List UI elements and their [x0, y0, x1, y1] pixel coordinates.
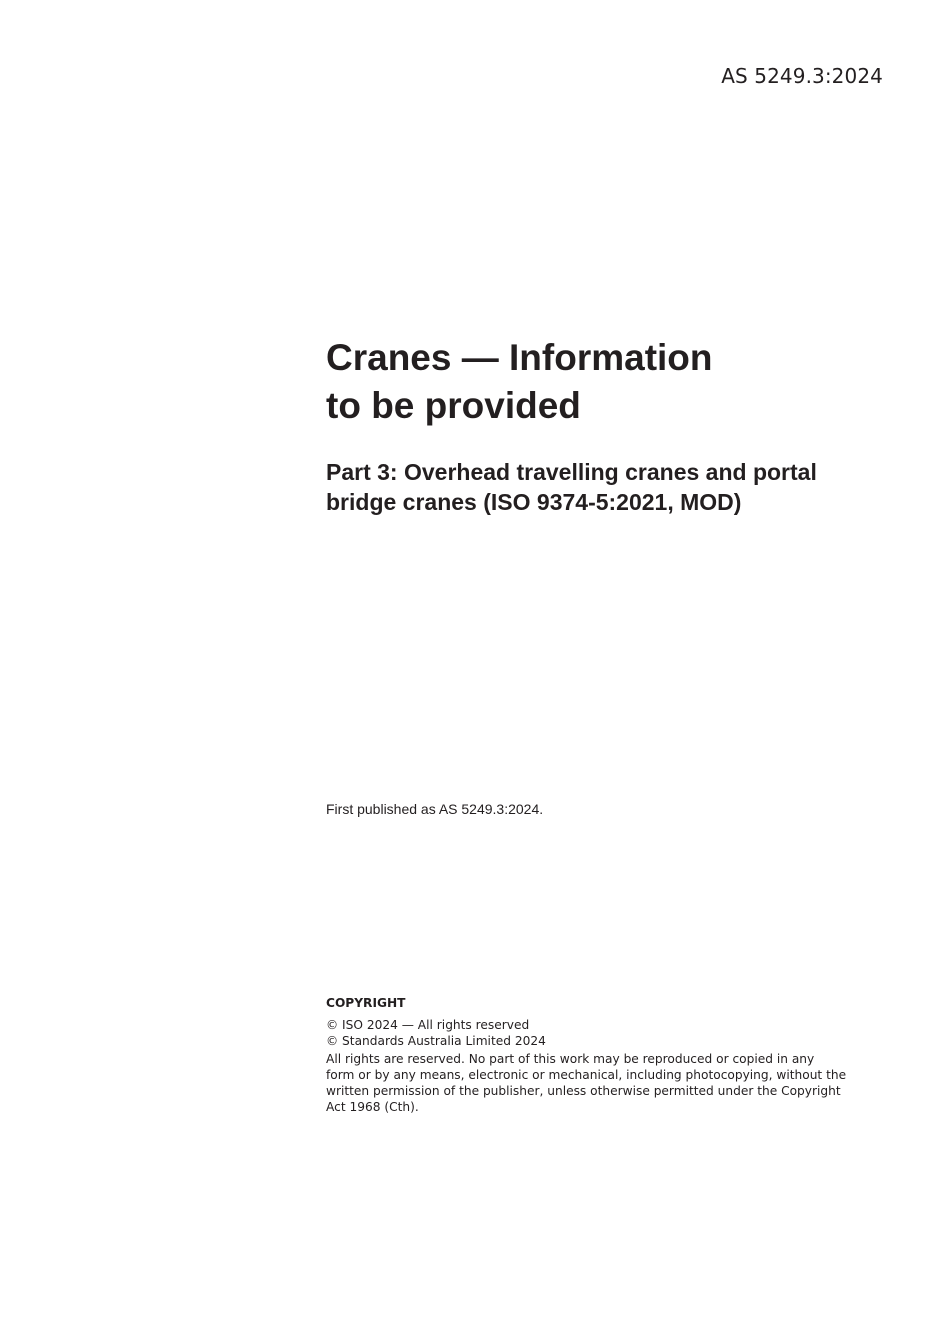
copyright-notice-line: Act 1968 (Cth). — [326, 1100, 419, 1114]
copyright-heading: COPYRIGHT — [326, 996, 406, 1010]
document-identifier: AS 5249.3:2024 — [721, 64, 883, 88]
copyright-notice — [326, 1051, 866, 1115]
document-title — [326, 334, 886, 430]
first-published-note: First published as AS 5249.3:2024. — [326, 801, 544, 817]
document-title-line-1: Cranes — Information — [326, 337, 713, 378]
document-title-line-2: to be provided — [326, 385, 581, 426]
copyright-notice-line: All rights are reserved. No part of this work may be reproduced or copied in any — [326, 1052, 815, 1066]
document-subtitle — [326, 457, 886, 517]
copyright-block — [326, 995, 866, 1115]
copyright-notice-line: form or by any means, electronic or mechanical, including photocopying, without the — [326, 1068, 847, 1082]
document-subtitle-line-1: Part 3: Overhead travelling cranes and portal — [326, 459, 817, 485]
copyright-standards-australia: © Standards Australia Limited 2024 — [326, 1034, 546, 1048]
document-subtitle-line-2: bridge cranes (ISO 9374-5:2021, MOD) — [326, 489, 742, 515]
copyright-iso: © ISO 2024 — All rights reserved — [326, 1018, 530, 1032]
copyright-notice-line: written permission of the publisher, unless otherwise permitted under the Copyright — [326, 1084, 841, 1098]
